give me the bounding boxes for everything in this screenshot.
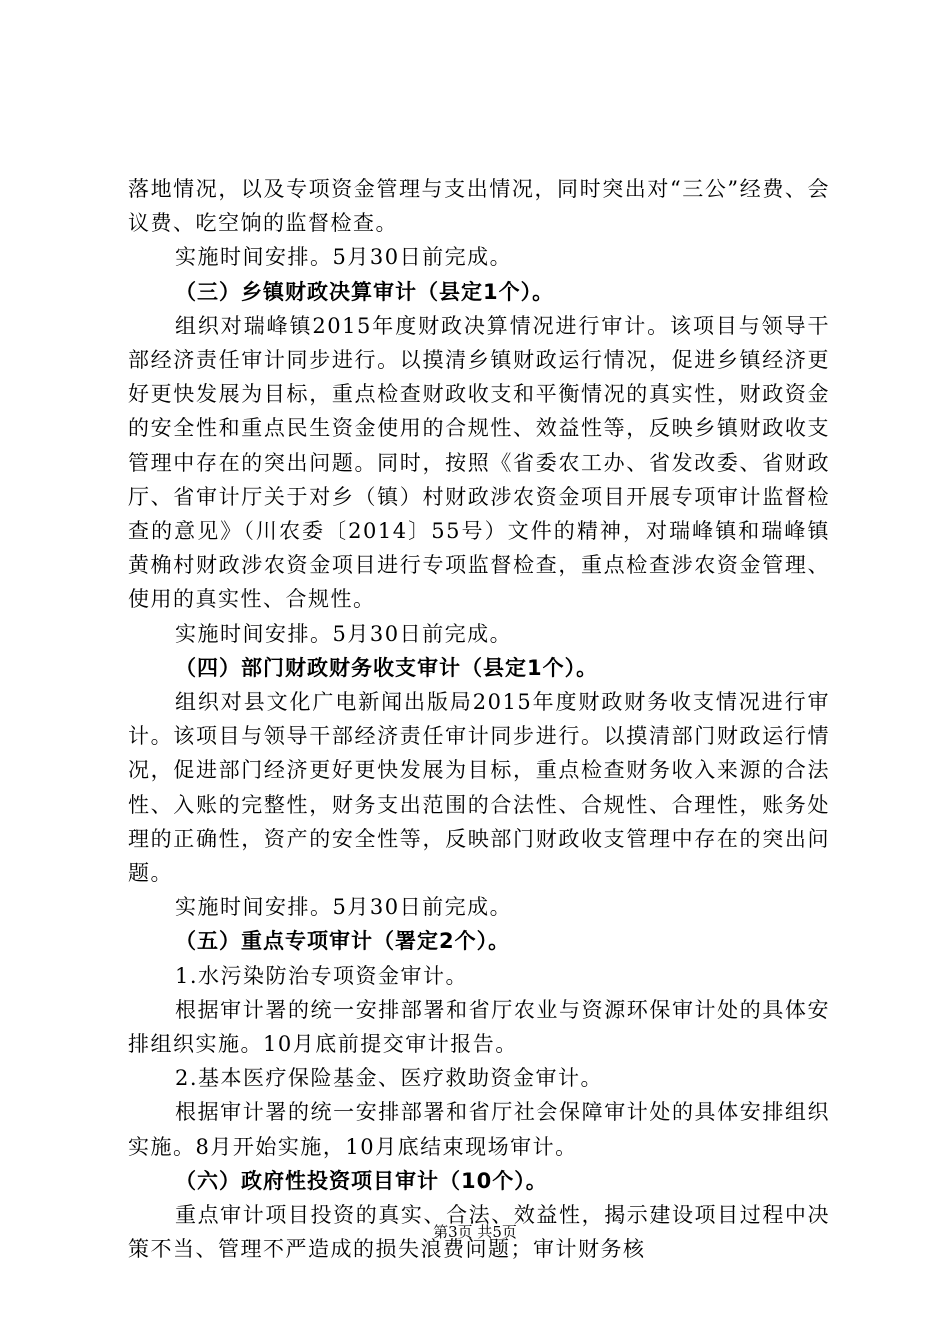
paragraph-schedule: 实施时间安排。5月30日前完成。 — [175, 895, 513, 920]
list-item: 2.基本医疗保险基金、医疗救助资金审计。 — [175, 1066, 604, 1091]
page-number: 第3页 共5页 — [433, 1223, 517, 1241]
paragraph-schedule: 实施时间安排。5月30日前完成。 — [175, 245, 513, 270]
paragraph-body: 组织对县文化广电新闻出版局2015年度财政财务收支情况进行审计。该项目与领导干部经济责任审计同步进行。以摸清部门财政运行情况，促进部门经济更好更快发展为目标，重点检查财务收入来源的合法性、入账的完整性，财务支出范围的合法性、合规性、合理性，账务处理的正确性，资产的安全性等，反映部门财政收支管理中存在的突出问题。 — [128, 690, 830, 886]
paragraph-continuation: 落地情况，以及专项资金管理与支出情况，同时突出对“三公”经费、会议费、吃空饷的监督检查。 — [128, 177, 830, 236]
section-heading-4: （四）部门财政财务收支审计（县定1个）。 — [175, 655, 599, 680]
paragraph-schedule: 实施时间安排。5月30日前完成。 — [175, 621, 513, 646]
paragraph-body: 重点审计项目投资的真实、合法、效益性，揭示建设项目过程中决策不当、管理不严造成的损失浪费问题；审计财务核 — [128, 1203, 830, 1262]
paragraph-body: 组织对瑞峰镇2015年度财政决算情况进行审计。该项目与领导干部经济责任审计同步进行。以摸清乡镇财政运行情况，促进乡镇经济更好更快发展为目标，重点检查财政收支和平衡情况的真实性，财政资金的安全性和重点民生资金使用的合规性、效益性等，反映乡镇财政收支管理中存在的突出问题。同时，按照《省委农工办、省发改委、省财政厅、省审计厅关于对乡（镇）村财政涉农资金项目开展专项审计监督检查的意见》（川农委〔2014〕55号）文件的精神，对瑞峰镇和瑞峰镇黄桷村财政涉农资金项目进行专项监督检查，重点检查涉农资金管理、使用的真实性、合规性。 — [128, 313, 830, 612]
page-footer — [0, 1221, 950, 1242]
document-body — [128, 172, 830, 1267]
section-heading-3: （三）乡镇财政决算审计（县定1个）。 — [175, 279, 555, 304]
section-heading-6: （六）政府性投资项目审计（10个）。 — [175, 1168, 548, 1193]
list-item: 1.水污染防治专项资金审计。 — [175, 963, 469, 988]
paragraph-body: 根据审计署的统一安排部署和省厅社会保障审计处的具体安排组织实施。8月开始实施，10月底结束现场审计。 — [128, 1100, 830, 1159]
paragraph-body: 根据审计署的统一安排部署和省厅农业与资源环保审计处的具体安排组织实施。10月底前提交审计报告。 — [128, 997, 830, 1057]
section-heading-5: （五）重点专项审计（署定2个）。 — [175, 929, 511, 954]
